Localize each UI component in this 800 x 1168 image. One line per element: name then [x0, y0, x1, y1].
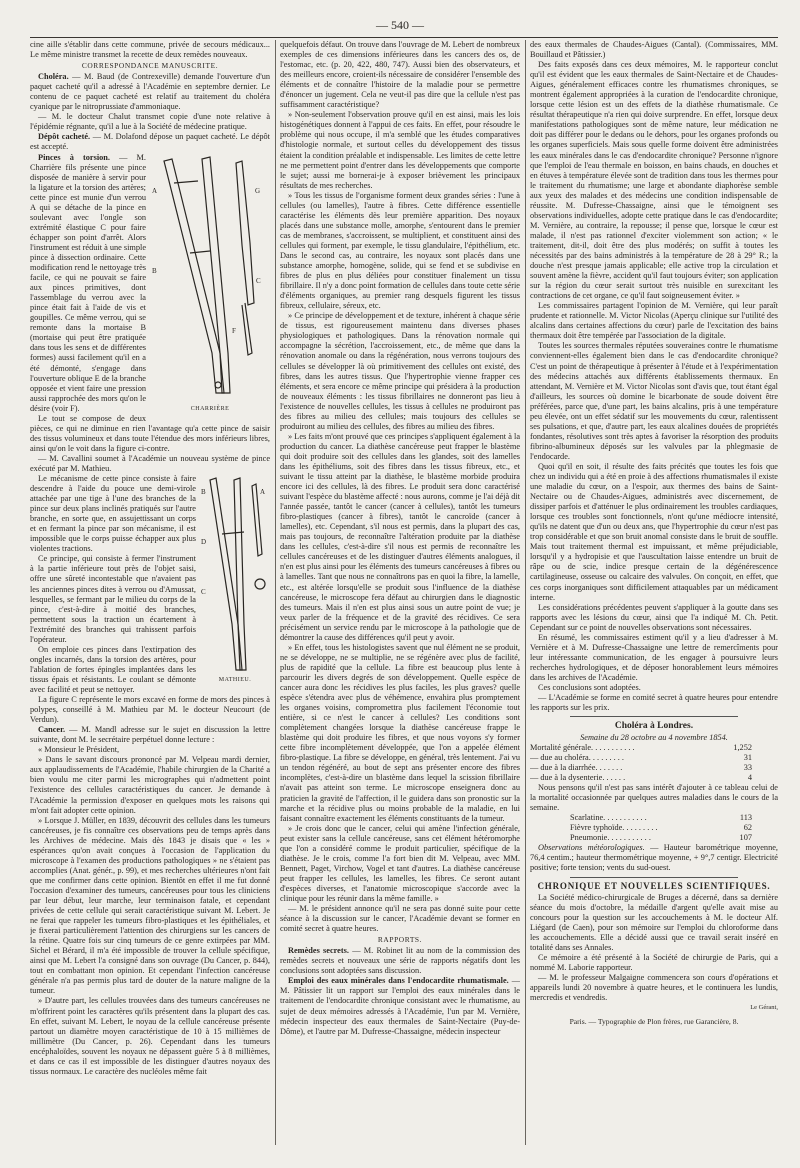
- column-left: [30, 40, 270, 1150]
- paragraph-text: — M. Pâtissier lit un rapport sur l'emploi des eaux minérales dans le traitement de l'endocardite chronique consistant avec le rhumatisme, au sujet de deux mémoires adressés à l'Académie, l'un par M. Vernière, médecin inspecteur des eaux thermales de Saint-Nectaire (Puy-de-Dôme), et l'autre par M. Dufresse-Chassaigne, médecin inspecteur: [280, 976, 520, 1036]
- paragraph: Le mécanisme de cette pince consiste à faire descendre à l'aide du pouce une demi-virole attachée par une tige à l'une des branches de la pince sur deux plans inclinés pratiqués sur l'autre branche, en sorte que, en assujettissant un corps et en fermant la pince par son mécanisme, il est impossible que le corps puisse échapper aux plus violentes tractions.: [30, 474, 196, 554]
- forceps-illustration: [150, 153, 270, 403]
- table-cell: 31: [743, 753, 752, 763]
- footer-gerant: Le Gérant,: [750, 1004, 778, 1012]
- table-row: [530, 823, 778, 833]
- svg-text:C: C: [201, 588, 206, 597]
- figure-mathieu-forceps: [200, 474, 270, 685]
- paragraph: La Société médico-chirurgicale de Bruges a décerné, dans sa dernière séance du mois d'octobre, la médaille d'argent qu'elle avait mise au concours pour la question sur les accouchements à M. le docteur Alf. Liégard (de Caen), pour son mémoire sur l'emploi du chloroforme dans les accouchements. Elle a décidé aussi que ce travail serait inséré en totalité dans ses Annales.: [530, 892, 778, 952]
- run-in-heading: Dépôt cacheté.: [38, 132, 91, 142]
- run-in-heading: Pinces à torsion.: [38, 152, 110, 162]
- paragraph: En résumé, les commissaires estiment qu'il y a lieu d'adresser à M. Vernière et à M. Dufresse-Chassaigne une lettre de remercîments pour leur intéressante communication, de les engager à poursuivre leurs recherches hydrologiques, et de déposer honorablement leurs mémoires dans les archives de l'Académie.: [530, 632, 778, 682]
- paragraph: La figure C représente le mors excavé en forme de mors des pinces à polypes, conseillé à M. Mathieu par M. le docteur Neucourt (de Verdun).: [30, 695, 270, 725]
- table-cell: 62: [743, 823, 752, 833]
- table-cell: 4: [747, 773, 752, 783]
- paragraph: » Dans le savant discours prononcé par M. Velpeau mardi dernier, aux applaudissements de l'Académie, l'habile chirurgien de la Charité a bien voulu me citer parmi les micrographes qui n'admettent point l'existence des cellules caractéristiques du cancer. Je demande à l'Académie la permission d'exposer en quelques mots les raisons qui m'ont fait adopter cette opinion.: [30, 755, 270, 815]
- table-cell: — due à la diarrhée. . . . . . .: [530, 763, 623, 773]
- svg-text:C: C: [256, 276, 261, 285]
- svg-text:G: G: [255, 186, 261, 195]
- forceps-illustration: [200, 474, 270, 674]
- divider: [570, 716, 738, 717]
- figure-charriere-forceps: [150, 153, 270, 414]
- figure-caption: MATHIEU.: [218, 677, 252, 684]
- paragraph: cine aille s'établir dans cette commune, privée de secours médicaux... Le même ministre transmet la recette de deux remèdes nouveaux.: [30, 40, 270, 60]
- svg-text:B: B: [201, 488, 206, 497]
- table-row: [530, 773, 778, 783]
- table-cell: 107: [739, 833, 752, 843]
- mortality-table: [530, 743, 778, 783]
- svg-text:A: A: [152, 186, 158, 195]
- paragraph: » D'autre part, les cellules trouvées dans des tumeurs cancéreuses ne m'offrirent point les caractères qu'ils présentent dans la plupart des cas. En effet, suivant M. Lebert, le noyau de la cellule cancéreuse présente partout un diamètre moyen caractéristique de 10 à 15 millièmes de millimètre (Du Cancer, p. 26). Cependant dans les tumeurs encéphaloïdes, souvent les noyaux ne dépassent guère 5 à 8 millièmes, et dans ce cas il est impossible de les distinguer d'autres noyaux des tissus normaux. Le caractère des nucléoles même fait: [30, 996, 270, 1076]
- header-rule: [30, 37, 778, 38]
- table-cell: — due à la dysenterie. . . . . .: [530, 773, 626, 783]
- paragraph: » Non-seulement l'observation prouve qu'il en est ainsi, mais les lois histogénétiques donnent à l'appui de ces faits. En effet, pour résoudre le problème qui nous occupe, il m'a semblé que les études comparatives d'histologie normale, et surtout celles du développement des tissus étaient la condition préalable et indispensable. Les limites de cette lettre ne me permettent point d'entrer dans les développements que comporte le sujet; aussi me bornerai-je à exposer brièvement les principaux résultats de mes recherches.: [280, 110, 520, 190]
- table-cell: Mortalité générale. . . . . . . . . . .: [530, 743, 635, 753]
- paragraph: » Les faits m'ont prouvé que ces principes s'appliquent également à la production du cancer. La diathèse cancéreuse peut frapper le blastème qui doit produire soit des cellules dans les glandes, soit des lamelles dans les épithéliums, soit des fibres dans les tissus fibreux, etc., et suivant le tissu atteint par la diathèse, le blastème morbide produira encore ici des cellules, là des fibres. Le produit sera donc caractérisé suivant l'espèce du blastème affecté : nous aurons, comme je l'ai déjà dit l'année passée, tantôt le cancer (cancer à cellules), tantôt les tumeurs fibro-plastiques (cancer à fibres), tantôt le cancroïde (cancer à lamelles), etc. Cependant, s'il nous est permis, dans la plupart des cas, mais pas toujours, de reconnaître l'altération produite par la diathèse dans les cellules, c'est-à-dire s'il nous est permis de reconnaître les cellules cancéreuses et de les distinguer d'autres éléments analogues, il n'en est plus ainsi pour les éléments des tumeurs cancéreuses à fibres ou à lamelles. Tant que nous ne connaîtrons pas en quoi la fibre, la lamelle, etc., est altérée lorsqu'elle se produit sous l'influence de la diathèse cancéreuse, le microscope fera défaut au chirurgien dans le diagnostic des tumeurs. Mais il n'en est plus ainsi sous un autre point de vue; je veux parler de la fréquence et de la gravité des récidives. Ce sera précisément un service rendu par le microscope à la pathologie que de démontrer la cause des différences qu'il peut y avoir.: [280, 431, 520, 642]
- run-in-heading: Remèdes secrets.: [288, 946, 349, 956]
- run-in-heading: Cancer.: [38, 725, 66, 735]
- table-row: [530, 833, 778, 843]
- paragraph-text: — M. Robinet lit au nom de la commission des remèdes secrets et nouveaux une série de rapports négatifs dont les conclusions sont adoptées sans discussion.: [280, 946, 520, 976]
- column-divider: [275, 40, 276, 1145]
- paragraph: » Ce principe de développement et de texture, inhérent à chaque série de tissus, est rigoureusement maintenu dans diverses phases physiologiques et pathologiques. Dans la rénovation normale qui accompagne la sécrétion, l'accroissement, etc., de même que dans la rénovation anomale ou dans la régénération, nous verrons toujours des cellules se développer là où primitivement des cellules ont existé, des fibres, dans les autres tissus. Que l'hypertrophie vienne frapper ces éléments, et sera encore ce même principe qui présidera à la production de nouveaux éléments : les tissus fibrillaires ne donneront pas lieu à l'existence de nouvelles cellules, les tissus à cellules ne produiront pas des fibres au milieu des cellules; mais toujours des cellules se produiront au milieu des cellules, des fibres au milieu des fibres.: [280, 311, 520, 431]
- paragraph: « Monsieur le Président,: [38, 745, 120, 755]
- table-row: [530, 813, 778, 823]
- section-heading: RAPPORTS.: [377, 935, 423, 945]
- table-cell: — due au choléra. . . . . . . . .: [530, 753, 625, 763]
- disease-table: [530, 813, 778, 843]
- section-heading: CHRONIQUE ET NOUVELLES SCIENTIFIQUES.: [537, 880, 771, 891]
- section-heading: CORRESPONDANCE MANUSCRITE.: [81, 61, 219, 71]
- paragraph: [30, 725, 270, 745]
- table-row: [530, 763, 778, 773]
- paragraph: [30, 72, 270, 112]
- paragraph: — M. le président annonce qu'il ne sera pas donné suite pour cette séance à la discussion sur le cancer, l'Académie devant se former en comité secret à quatre heures.: [280, 904, 520, 934]
- paragraph: » Je crois donc que le cancer, celui qui amène l'infection générale, peut exister sans la cellule cancéreuse, sans cet élément hétéromorphe que l'on a considéré comme le produit particulier, spécifique de la diathèse. Je le crois, comme l'a fort bien dit M. Velpeau, avec MM. Bennett, Paget, Virchow, Vogel et tant d'autres. La diathèse cancéreuse peut frapper les cellules, les lamelles, les fibres. Ce seront autant d'espèces diverses, et l'anatomie microscopique s'accorde avec la clinique pour les réunir dans la même famille. »: [280, 823, 520, 903]
- paragraph: » Lorsque J. Müller, en 1839, découvrit des cellules dans les tumeurs cancéreuses, je fis connaître ces observations peu de temps après dans les Archives de médecine. Mais dès 1843 je disais que « les » espérances qu'on avait conçues à l'occasion de l'application du microscope à l'examen des productions pathologiques » ne s'étaient pas accomplies (Anat. génér., p. 99), et mes recherches ultérieures n'ont fait que me confirmer dans cette opinion. Bientôt en effet il me fut donné l'occasion d'examiner des tumeurs, cancéreuses pour tous les cliniciens par leur début, leur marche, leur terminaison fatale, et cependant privées de cette cellule qui serait caractéristique suivant M. Lebert. Je ne ferai que rappeler les tumeurs fibro-plastiques et les épithéliales, et je fixerai particulièrement l'attention des chirurgiens sur les cancers de la rétine. Quatre fois sur cinq tumeurs de ce genre extirpées par MM. Sichel et Bérard, il m'a été impossible de trouver la cellule spécifique, ainsi que M. Lebert l'a consigné dans son ouvrage (Du Cancer, p. 844), tout en combattant mon opinion. Et cependant l'infection cancéreuse générale n'a pas permis plus tard de douter de la nature maligne de la tumeur.: [30, 815, 270, 996]
- paragraph: des eaux thermales de Chaudes-Aigues (Cantal). (Commissaires, MM. Bouillaud et Pâtissier.): [530, 40, 778, 60]
- paragraph: Quoi qu'il en soit, il résulte des faits précités que toutes les fois que chez un individu qui a été en proie à des affections rhumatismales il existe une maladie du cœur, on a l'espoir, aux thermes des bains de Saint-Nectaire ou de Chaudes-Aigues, administrés avec discernement, de dissiper parfois et d'atténuer le plus ordinairement les troubles cardiaques, lorsque ces troubles sont fonctionnels, n'ont qu'une médiocre intensité, qu'ils ne datent que d'un ou deux ans, que l'hypertrophie du cœur n'est pas trop considérable et que son bruit anomal consiste dans le bruit de souffle. Mais tout traitement thermal est impuissant, et même préjudiciable, lorsqu'il y a hydropisie et que l'auscultation laisse entendre un bruit de râpe ou de scie, indice presque certain de la dégénérescence cartilagineuse, osseuse ou calcaire des valvules. On conçoit, en effet, que ces corps inorganiques sont difficilement attaquables par un médicament interne.: [530, 461, 778, 602]
- paragraph: Nous pensons qu'il n'est pas sans intérêt d'ajouter à ce tableau celui de la mortalité occasionnée par quelques autres maladies dans le cours de la semaine.: [530, 783, 778, 813]
- paragraph: Des faits exposés dans ces deux mémoires, M. le rapporteur conclut qu'il est évident que les eaux thermales de Saint-Nectaire et de Chaudes-Aigues, généralement efficaces contre les rhumatismes chroniques, se montrent également appropriées à la curation de l'endocardite chronique, lorsque cette lésion est un des effets de la diathèse rhumatismale. Ce résultat thérapeutique n'a rien qui doive surprendre. En effet, lorsque deux manifestations pathologiques sont de même nature, leur médication ne doit pas différer pour le dedans ou le dehors, pour les organes profonds ou les organes superficiels. Mais sous quelle forme doivent être administrées les eaux minérales dans le cas d'endocardite chronique? Personne n'ignore que l'emploi de l'eau thermale en boisson, en bains chauds, en douches et en étuves à température élevée sont de tradition dans tous les thermes pour le traitement du rhumatisme; une large et abondante diaphorèse semble aux yeux des malades et des médecins une condition indispensable de réussite. M. Dufresse-Chassaigne, ainsi que le témoignent ses observations individuelles, adopte cette pratique dans le cas d'endocardite; M. Vernière, au contraire, la repousse; il pense que, lorsque le cœur est malade, il n'est pas rationnel d'exciter violemment son action; « le traitement, dit-il, doit être des plus modérés; on suffit à toutes les nécessités par des bains administrés à la température de 28 à 29° R.; la douche n'est presque jamais applicable; elle active trop la circulation et souvent amène la fièvre, accident qu'il faut toujours éviter; son application sur la région du cœur serait surtout très nuisible en surexcitant les contractions de cet organe, ce qu'il faut soigneusement éviter. »: [530, 60, 778, 301]
- figure-caption: CHARRIÈRE: [190, 405, 230, 412]
- table-cell: 113: [739, 813, 752, 823]
- divider: [570, 877, 738, 878]
- paragraph-text: — M. Charrière fils présente une pince disposée de manière à servir pour la ligature et la torsion des artères; cette pince est munie d'un verrou A qui se détache de la pince en soulevant avec l'ongle son extrémité élastique C pour faire échapper son point d'arrêt. Alors l'instrument est réduit à une simple pince à dissection ordinaire. Cette modification rend le nettoyage très facile, ce qui ne pouvait se faire aux pinces primitives, dont l'assemblage du verrou avec la pince était fait à l'aide de vis et goupilles. Ce même verrou, qui se remonte dans la mortaise B (mortaise qui peut être pratiquée dans tous les sens et de différentes formes) aussi facilement qu'il en a été démonté, s'engage dans l'ouverture oblique E de la branche opposée et vient faire une pression aussi rapprochée des mors qu'on le désire (voir F).: [30, 152, 147, 413]
- svg-text:A: A: [260, 488, 266, 497]
- subheading: Semaine du 28 octobre au 4 novembre 1854.: [580, 733, 728, 743]
- paragraph: » En effet, tous les histologistes savent que nul élément ne se produit, ne se développe, ne se multiplie, ne se régénère avec plus de facilité, plus de rapidité que la cellule. La fibre est beaucoup plus lente à parcourir les divers degrés de son développement. Quelle espèce de cancer aura donc les récidives les plus faciles, les plus graves? quelle espèce s'étendra avec plus de véhémence, envahira plus promptement les organes voisins, compromettra plus facilement l'économie tout entière, si ce n'est le cancer à cellules? Les conditions sont complètement changées lorsque la diathèse cancéreuse frappe le blastème qui doit produire les fibres, et que nous voyons s'y former cette fibre incomplètement développée, que l'on a appelée élément fibro-plastique. La fibre se développe, en général, très lentement. J'ai vu un tendon régénéré, au bout de sept ans présenter encore des fibres incomplètes, c'est-à-dire un blastème dans lequel la scission fibrillaire n'avait pas atteint son terme. Le microscope enseignera donc au praticien la gravité de l'affection, il le guidera dans son pronostic sur la marche et la récidive plus ou moins probable de la maladie, en lui faisant connaître exactement les éléments constituants de la tumeur.: [280, 642, 520, 823]
- paragraph: Les commissaires partagent l'opinion de M. Vernière, qui leur paraît prudente et rationnelle. M. Victor Nicolas (Aperçu clinique sur l'utilité des alcalins dans certaines affections du cœur) parle de l'excitation des bains thermaux doit être tempérée par l'association de la digitale.: [530, 301, 778, 341]
- paragraph: [280, 976, 520, 1036]
- paragraph: [530, 843, 778, 873]
- paragraph-text: — M. Dolafond dépose un paquet cacheté. Le dépôt est accepté.: [30, 132, 270, 152]
- paragraph: — L'Académie se forme en comité secret à quatre heures pour entendre les rapports sur les prix.: [530, 693, 778, 713]
- footer-imprint: Paris. — Typographie de Plon frères, rue Garancière, 8.: [569, 1017, 739, 1027]
- svg-text:B: B: [152, 266, 157, 275]
- paragraph: Ce principe, qui consiste à fermer l'instrument à la partie inférieure tout près de l'objet saisi, offre une sûreté incontestable que n'avaient pas les anciennes pinces dites à verrou ou d'Amussat, lesquelles, se fermant par le milieu du corps de la pince, c'est-à-dire à moitié des branches, permettent sous la traction un écartement à l'extrémité des branches qui trahissent parfois l'opérateur.: [30, 554, 196, 644]
- table-cell: 33: [743, 763, 752, 773]
- run-in-heading: Choléra.: [38, 72, 69, 82]
- paragraph: [30, 132, 270, 152]
- paragraph: — M. Cavallini soumet à l'Académie un nouveau système de pince exécuté par M. Mathieu.: [30, 453, 270, 473]
- run-in-heading: Emploi des eaux minérales dans l'endocardite rhumatismale.: [288, 976, 509, 986]
- paragraph-text: — Hauteur barométrique moyenne, 76,4 centim.; hauteur thermométrique moyenne, + 9°,7 centigr. Electricité positive; forte tension; vents du sud-ouest.: [530, 843, 778, 873]
- paragraph: Ces conclusions sont adoptées.: [538, 683, 641, 692]
- run-in-heading: Observations météorologiques.: [538, 843, 645, 853]
- paragraph: On emploie ces pinces dans l'extirpation des ongles incarnés, dans la torsion des artères, pour l'ablation de fortes épingles implantées dans les tissus épais et résistants. Le coulant se démonte avec facilité et peut se nettoyer.: [30, 644, 196, 694]
- paragraph: — M. le professeur Malgaigne commencera son cours d'opérations et appareils lundi 20 novembre à quatre heures, et le continuera les lundis, mercredis et vendredis.: [530, 972, 778, 1003]
- svg-text:F: F: [232, 326, 236, 335]
- paragraph: Les considérations précédentes peuvent s'appliquer à la goutte dans ses rapports avec les lésions du cœur, ainsi que l'a indiqué M. Ch. Petit. Cependant sur ce point de nouvelles observations sont nécessaires.: [530, 602, 778, 632]
- paragraph: — M. le docteur Chalut transmet copie d'une note relative à l'épidémie régnante, qu'il a lue à la Société de médecine pratique.: [30, 112, 270, 132]
- paragraph-text: — M. Baud (de Contrexeville) demande l'ouverture d'un paquet cacheté qu'il a adressé à l'Académie en septembre dernier. Le contenu de ce paquet cacheté est relatif au traitement du choléra cyanique par le nitroprussiate d'ammoniaque.: [30, 72, 270, 112]
- svg-text:D: D: [201, 538, 207, 547]
- column-right: [530, 40, 778, 1150]
- paragraph: Toutes les sources thermales réputées souveraines contre le rhumatisme conviennent-elles également bien dans le cas d'endocardite chronique? C'est un point de thérapeutique à présenter à l'étude et à l'expérimentation des médecins attachés aux différents établissements thermaux. En attendant, M. Vernière et M. Victor Nicolas sont d'avis que, tout étant égal d'ailleurs, les sources où domine le bicarbonate de soude doivent être préférées, parce que, d'une part, les bains alcalins, pris à une température peu élevée, ont un effet sédatif sur les mouvements du cœur, ralentissent ses pulsations, et que, d'autre part, les eaux alcalines douées de propriétés fondantes, résolutives sont très aptes à favoriser la résorption des produits fibrino-albumineux déposés sur les valvules par la phlegmasie de l'endocarde.: [530, 341, 778, 461]
- table-cell: Fièvre typhoïde. . . . . . . . .: [570, 823, 658, 833]
- column-divider: [525, 40, 526, 1145]
- paragraph-text: — M. Mandl adresse sur le sujet en discussion la lettre suivante, dont M. le secrétaire perpétuel donne lecture :: [30, 725, 270, 745]
- page-number: — 540 —: [376, 18, 424, 32]
- paragraph: quelquefois défaut. On trouve dans l'ouvrage de M. Lebert de nombreux exemples de ces dimensions inférieures dans les cancers des os, de l'estomac, etc. (p. 20, 422, 480, 747). Aussi bien des observateurs, et des meilleurs encore, croient-ils nécessaire de considérer l'ensemble des éléments et de connaître l'histoire de la maladie pour se permettre d'énoncer un jugement. Cela ne veut-il pas dire que la cellule n'est pas suffisamment caractéristique?: [280, 40, 520, 110]
- paragraph: Ce mémoire a été présenté à la Société de chirurgie de Paris, qui a nommé M. Laborie rapporteur.: [530, 952, 778, 972]
- table-cell: Scarlatine. . . . . . . . . . .: [570, 813, 647, 823]
- table-cell: Pneumonie. . . . . . . . . . .: [570, 833, 651, 843]
- paragraph: [280, 946, 520, 976]
- table-row: [530, 753, 778, 763]
- table-row: [530, 743, 778, 753]
- section-heading: Choléra à Londres.: [614, 721, 694, 732]
- table-cell: 1,252: [733, 743, 752, 753]
- paragraph: Le tout se compose de deux pièces, ce qui ne diminue en rien l'avantage qu'a cette pince de saisir des tissus volumineux et dans toute l'étendue des mors inférieurs libres, ainsi qu'on le voit dans la figure ci-contre.: [30, 413, 270, 453]
- column-middle: [280, 40, 520, 1150]
- paragraph: » Tous les tissus de l'organisme forment deux grandes séries : l'une à cellules (ou lamelles), l'autre à fibres. Cette différence essentielle caractérise les éléments dès leur première apparition. Des noyaux placés dans une substance molle, amorphe, s'entourent dans le premier cas de membranes, s'accroissent, se multiplient, et constituent ainsi des cellules qui forment, par exemple, le tissu glandulaire, l'épithélium, etc. Dans le second cas, au contraire, les noyaux sont placés dans une substance amorphe, homogène, solide, qui se fend et se subdivise en fibres de plus en plus déliées pour constituer finalement un tissu fibrillaire. Il n'y a donc point formation de cellules dans toute cette série d'éléments organiques, au premier rang desquels figurent les tissus fibreux, cellulaire, séreux, etc.: [280, 190, 520, 311]
